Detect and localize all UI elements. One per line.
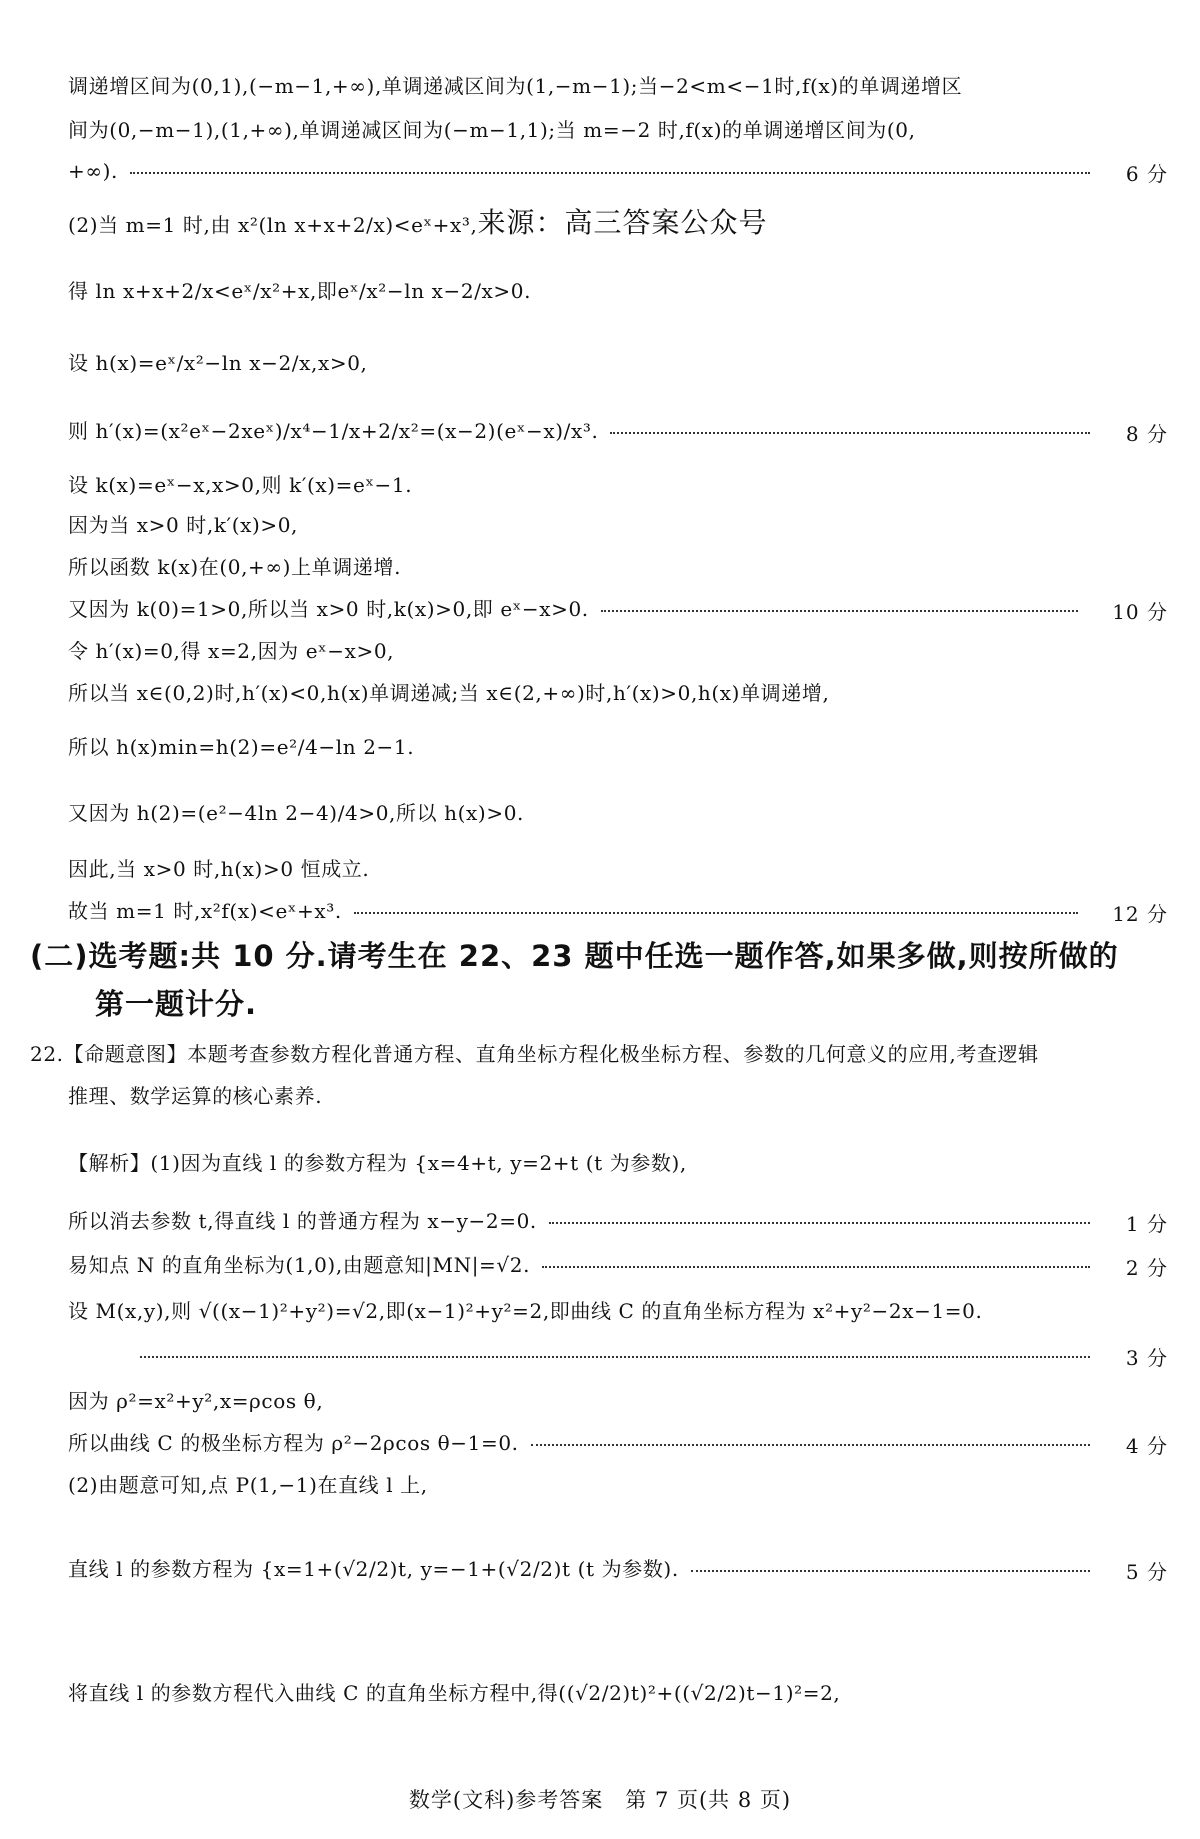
text-line: 设 M(x,y),则 √((x−1)²+y²)=√2,即(x−1)²+y²=2,即曲线 C 的直角坐标方程为 x²+y²−2x−1=0.	[68, 1299, 983, 1323]
score-label: 3 分	[1125, 1346, 1168, 1370]
score-label: 5 分	[1125, 1560, 1168, 1584]
dot-leader	[691, 1570, 1090, 1572]
dot-leader	[549, 1222, 1090, 1224]
dot-leader	[354, 912, 1078, 914]
text-line: 则 h′(x)=(x²eˣ−2xeˣ)/x⁴−1/x+2/x²=(x−2)(eˣ−x)/x³.	[68, 419, 599, 443]
text-line: 因此,当 x>0 时,h(x)>0 恒成立.	[68, 857, 370, 881]
score-label: 10 分	[1112, 600, 1168, 624]
text-line: 又因为 k(0)=1>0,所以当 x>0 时,k(x)>0,即 eˣ−x>0.	[68, 597, 589, 621]
text-line: +∞).	[68, 159, 118, 183]
text-line: 将直线 l 的参数方程代入曲线 C 的直角坐标方程中,得((√2/2)t)²+((√2/2)t−1)²=2,	[68, 1681, 841, 1705]
watermark-text: 来源：高三答案公众号	[477, 206, 768, 239]
score-label: 8 分	[1125, 422, 1168, 446]
text-line: 得 ln x+x+2/x<eˣ/x²+x,即eˣ/x²−ln x−2/x>0.	[68, 279, 532, 303]
text-line	[68, 206, 1168, 239]
text-line: 直线 l 的参数方程为 {x=1+(√2/2)t, y=−1+(√2/2)t (t 为参数).	[68, 1557, 679, 1581]
text-line: 设 k(x)=eˣ−x,x>0,则 k′(x)=eˣ−1.	[68, 473, 413, 497]
text-line: 令 h′(x)=0,得 x=2,因为 eˣ−x>0,	[68, 639, 395, 663]
text-line: 所以当 x∈(0,2)时,h′(x)<0,h(x)单调递减;当 x∈(2,+∞)时,h′(x)>0,h(x)单调递增,	[68, 681, 830, 705]
section-heading: (二)选考题:共 10 分.请考生在 22、23 题中任选一题作答,如果多做,则按所做的	[30, 939, 1119, 973]
question-intent-cont: 推理、数学运算的核心素养.	[68, 1084, 323, 1108]
page-footer: 数学(文科)参考答案 第 7 页(共 8 页)	[408, 1788, 792, 1812]
score-label: 1 分	[1125, 1212, 1168, 1236]
text-line: 因为 ρ²=x²+y²,x=ρcos θ,	[68, 1389, 324, 1413]
text-line: 【解析】(1)因为直线 l 的参数方程为 {x=4+t, y=2+t (t 为参数),	[68, 1151, 687, 1175]
text-line: (2)由题意可知,点 P(1,−1)在直线 l 上,	[68, 1473, 428, 1497]
dot-leader	[542, 1266, 1090, 1268]
text-line: 调递增区间为(0,1),(−m−1,+∞),单调递减区间为(1,−m−1);当−2<m<−1时,f(x)的单调递增区	[68, 74, 963, 98]
text-line: 因为当 x>0 时,k′(x)>0,	[68, 513, 299, 537]
text-line: 间为(0,−m−1),(1,+∞),单调递减区间为(−m−1,1);当 m=−2 时,f(x)的单调递增区间为(0,	[68, 118, 916, 142]
text-line: 所以消去参数 t,得直线 l 的普通方程为 x−y−2=0.	[68, 1209, 537, 1233]
text-line: 所以函数 k(x)在(0,+∞)上单调递增.	[68, 555, 402, 579]
math-line: (2)当 m=1 时,由 x²(ln x+x+2/x)<eˣ+x³,	[68, 213, 478, 237]
dot-leader	[601, 610, 1078, 612]
text-line: 所以曲线 C 的极坐标方程为 ρ²−2ρcos θ−1=0.	[68, 1431, 519, 1455]
text-line: 又因为 h(2)=(e²−4ln 2−4)/4>0,所以 h(x)>0.	[68, 801, 524, 825]
dot-leader	[531, 1444, 1090, 1446]
score-label: 2 分	[1125, 1256, 1168, 1280]
text-line: 故当 m=1 时,x²f(x)<eˣ+x³.	[68, 899, 342, 923]
dot-leader	[130, 172, 1090, 174]
score-label: 6 分	[1125, 162, 1168, 186]
dot-leader	[140, 1356, 1090, 1358]
section-heading-cont: 第一题计分.	[95, 987, 258, 1021]
score-label: 12 分	[1112, 902, 1168, 926]
text-line: 所以 h(x)min=h(2)=e²/4−ln 2−1.	[68, 735, 415, 759]
score-label: 4 分	[1125, 1434, 1168, 1458]
text-line: 设 h(x)=eˣ/x²−ln x−2/x,x>0,	[68, 351, 368, 375]
question-intent: 22.【命题意图】本题考查参数方程化普通方程、直角坐标方程化极坐标方程、参数的几何意义的应用,考查逻辑	[30, 1042, 1039, 1066]
dot-leader	[610, 432, 1090, 434]
text-line: 易知点 N 的直角坐标为(1,0),由题意知|MN|=√2.	[68, 1253, 531, 1277]
